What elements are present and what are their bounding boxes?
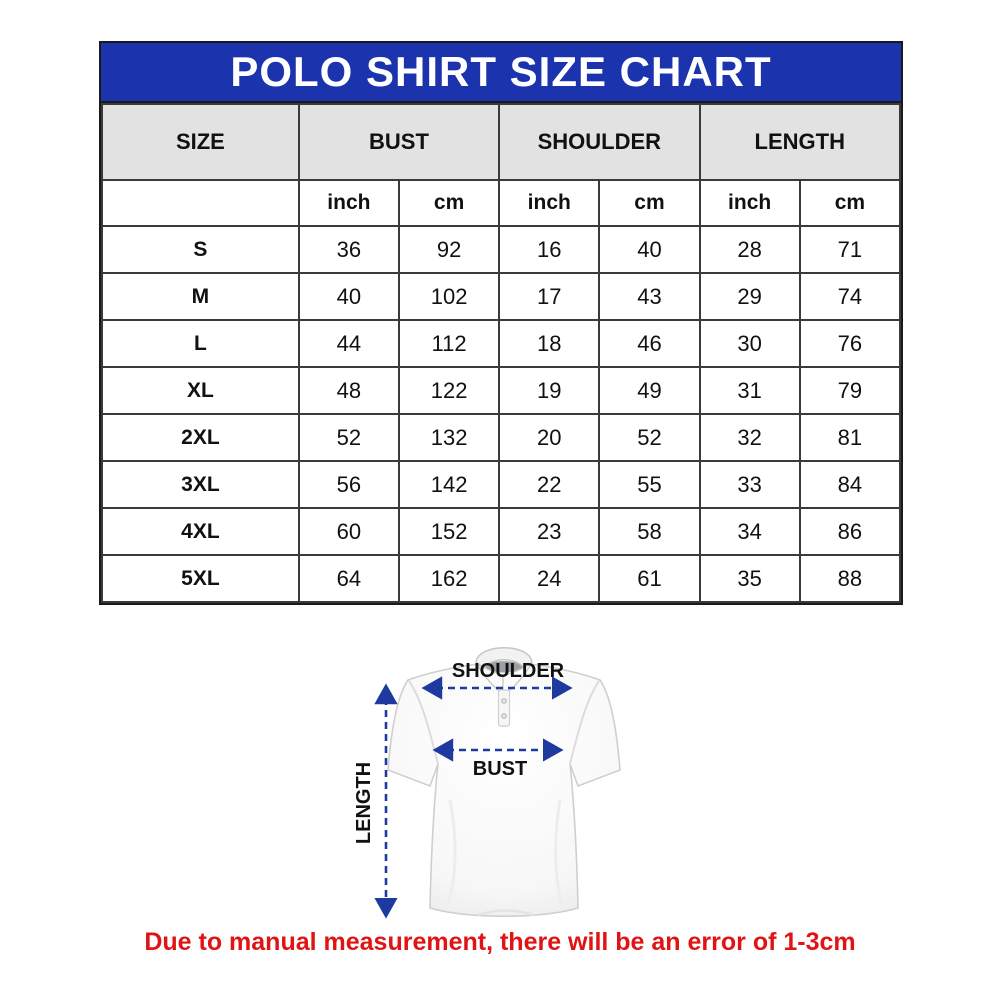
value-cell: 58 bbox=[599, 508, 699, 555]
value-cell: 35 bbox=[700, 555, 800, 602]
value-cell: 112 bbox=[399, 320, 499, 367]
size-cell: 2XL bbox=[102, 414, 299, 461]
value-cell: 79 bbox=[800, 367, 900, 414]
unit-inch: inch bbox=[700, 180, 800, 226]
value-cell: 64 bbox=[299, 555, 399, 602]
value-cell: 40 bbox=[299, 273, 399, 320]
value-cell: 76 bbox=[800, 320, 900, 367]
header-bust: BUST bbox=[299, 104, 499, 180]
button-icon bbox=[502, 714, 507, 719]
value-cell: 33 bbox=[700, 461, 800, 508]
unit-blank-cell bbox=[102, 180, 299, 226]
size-cell: L bbox=[102, 320, 299, 367]
value-cell: 20 bbox=[499, 414, 599, 461]
unit-inch: inch bbox=[499, 180, 599, 226]
value-cell: 22 bbox=[499, 461, 599, 508]
size-cell: XL bbox=[102, 367, 299, 414]
value-cell: 17 bbox=[499, 273, 599, 320]
shoulder-label: SHOULDER bbox=[451, 660, 565, 682]
value-cell: 132 bbox=[399, 414, 499, 461]
value-cell: 28 bbox=[700, 226, 800, 273]
size-cell: 4XL bbox=[102, 508, 299, 555]
value-cell: 92 bbox=[399, 226, 499, 273]
value-cell: 32 bbox=[700, 414, 800, 461]
unit-cm: cm bbox=[800, 180, 900, 226]
unit-cm: cm bbox=[599, 180, 699, 226]
table-row bbox=[102, 508, 900, 555]
button-icon bbox=[502, 699, 507, 704]
value-cell: 162 bbox=[399, 555, 499, 602]
value-cell: 43 bbox=[599, 273, 699, 320]
value-cell: 56 bbox=[299, 461, 399, 508]
value-cell: 60 bbox=[299, 508, 399, 555]
polo-shirt-diagram bbox=[338, 630, 678, 952]
table-header-row bbox=[102, 104, 900, 180]
bust-label: BUST bbox=[472, 758, 528, 780]
table-row bbox=[102, 226, 900, 273]
polo-shirt-illustration bbox=[388, 648, 620, 917]
table-row bbox=[102, 414, 900, 461]
value-cell: 48 bbox=[299, 367, 399, 414]
length-label: LENGTH bbox=[353, 761, 375, 845]
value-cell: 29 bbox=[700, 273, 800, 320]
value-cell: 122 bbox=[399, 367, 499, 414]
value-cell: 24 bbox=[499, 555, 599, 602]
size-cell: M bbox=[102, 273, 299, 320]
header-size: SIZE bbox=[102, 104, 299, 180]
value-cell: 23 bbox=[499, 508, 599, 555]
value-cell: 71 bbox=[800, 226, 900, 273]
header-shoulder: SHOULDER bbox=[499, 104, 699, 180]
value-cell: 31 bbox=[700, 367, 800, 414]
value-cell: 34 bbox=[700, 508, 800, 555]
value-cell: 55 bbox=[599, 461, 699, 508]
unit-cm: cm bbox=[399, 180, 499, 226]
unit-inch: inch bbox=[299, 180, 399, 226]
header-length: LENGTH bbox=[700, 104, 900, 180]
size-cell: 5XL bbox=[102, 555, 299, 602]
value-cell: 142 bbox=[399, 461, 499, 508]
table-row bbox=[102, 461, 900, 508]
value-cell: 84 bbox=[800, 461, 900, 508]
value-cell: 44 bbox=[299, 320, 399, 367]
value-cell: 18 bbox=[499, 320, 599, 367]
value-cell: 61 bbox=[599, 555, 699, 602]
measurement-note: Due to manual measurement, there will be an error of 1-3cm bbox=[144, 928, 856, 956]
value-cell: 36 bbox=[299, 226, 399, 273]
table-row bbox=[102, 320, 900, 367]
value-cell: 49 bbox=[599, 367, 699, 414]
value-cell: 40 bbox=[599, 226, 699, 273]
size-cell: 3XL bbox=[102, 461, 299, 508]
value-cell: 52 bbox=[599, 414, 699, 461]
value-cell: 16 bbox=[499, 226, 599, 273]
value-cell: 81 bbox=[800, 414, 900, 461]
table-row bbox=[102, 273, 900, 320]
size-chart-panel bbox=[99, 41, 903, 605]
value-cell: 86 bbox=[800, 508, 900, 555]
value-cell: 30 bbox=[700, 320, 800, 367]
value-cell: 102 bbox=[399, 273, 499, 320]
size-cell: S bbox=[102, 226, 299, 273]
size-table bbox=[101, 103, 901, 603]
value-cell: 19 bbox=[499, 367, 599, 414]
value-cell: 88 bbox=[800, 555, 900, 602]
table-row bbox=[102, 555, 900, 602]
value-cell: 46 bbox=[599, 320, 699, 367]
table-unit-row bbox=[102, 180, 900, 226]
value-cell: 52 bbox=[299, 414, 399, 461]
table-row bbox=[102, 367, 900, 414]
value-cell: 152 bbox=[399, 508, 499, 555]
value-cell: 74 bbox=[800, 273, 900, 320]
chart-title: POLO SHIRT SIZE CHART bbox=[101, 43, 901, 103]
